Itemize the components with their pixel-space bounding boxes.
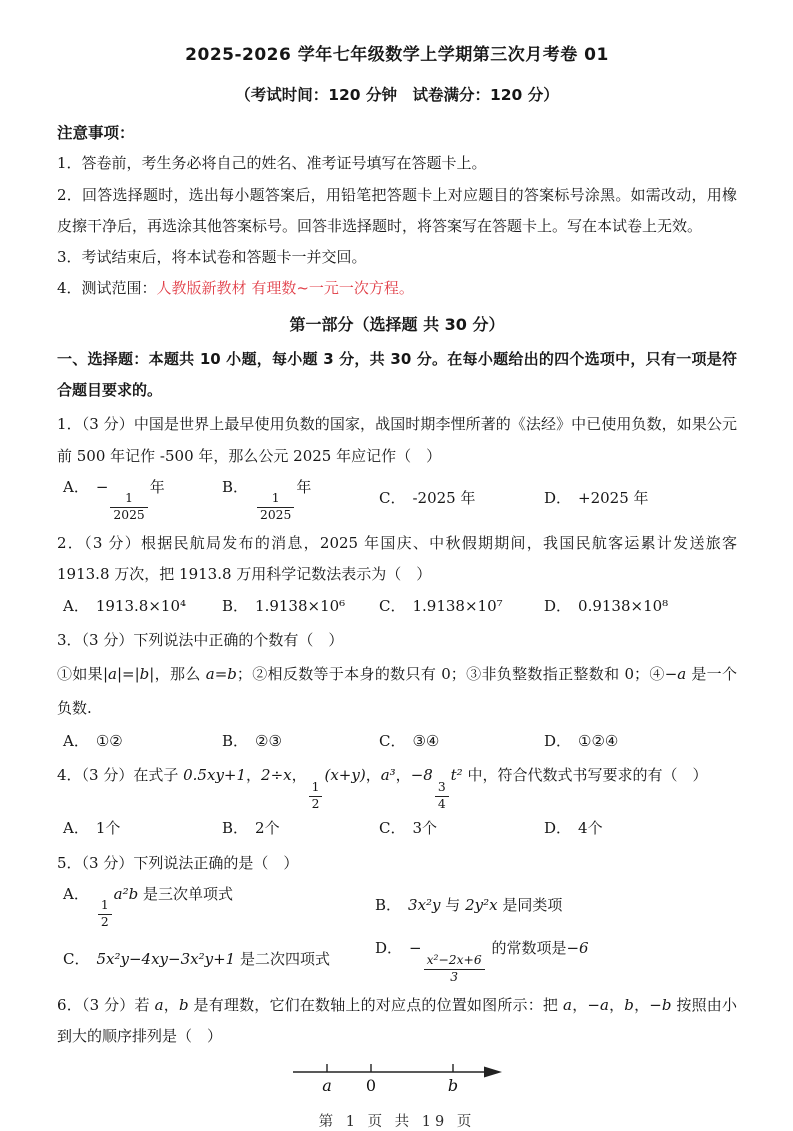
math-expression: −b: [649, 995, 672, 1014]
question-5-options-row-1: [57, 879, 737, 931]
math-expression: a=b: [205, 664, 237, 683]
math-expression: a²b: [113, 884, 139, 903]
question-2-options: [57, 591, 737, 622]
question-1: [57, 409, 737, 524]
section-one-intro: 一、选择题：本题共 10 小题，每小题 3 分，共 30 分。在每小题给出的四个选项中，只有一项是符合题目要求的。: [57, 349, 737, 399]
question-5-option-b: B． 3x²y 与 2y²x 是同类项: [375, 895, 563, 914]
notice-item-4: [57, 273, 737, 304]
notice-item-1: 1．答卷前，考生务必将自己的姓名、准考证号填写在答题卡上。: [57, 154, 487, 173]
question-4-option-d: D． 4个: [544, 818, 603, 837]
fraction: $\frac{1}{2}$: [309, 780, 323, 813]
question-3-option-b: B． ②③: [222, 731, 282, 750]
question-5-option-a: A． $\frac{1}{2}$ a²b 是三次单项式: [63, 884, 234, 930]
number-line-arrowhead: [484, 1066, 502, 1077]
math-expression: 0.5xy+1: [183, 766, 247, 785]
question-1-options: [57, 472, 737, 524]
fraction: $\frac{1}{2025}$: [257, 491, 294, 524]
math-expression: −6: [566, 939, 589, 958]
question-3-option-c: C． ③④: [379, 731, 440, 750]
question-1-option-d: D． +2025 年: [544, 488, 649, 507]
question-5-option-d: D． − $\frac{\text{x²−2x+6}}{3}$ 的常数项是−6: [375, 939, 589, 984]
notice-item-4-prefix: 4．测试范围：: [57, 279, 157, 298]
fraction: $\frac{3}{4}$: [435, 780, 449, 813]
question-6: [57, 990, 737, 1102]
math-expression: (x+y): [324, 766, 366, 785]
notice-heading: 注意事项：: [57, 124, 135, 142]
page-number-footer: 第 1 页 共 19 页: [318, 1113, 476, 1130]
question-3-option-a: A． ①②: [63, 731, 123, 750]
question-1-option-c: C． -2025 年: [379, 488, 476, 507]
math-expression: t²: [450, 766, 463, 785]
number-line-label-b: b: [447, 1075, 459, 1095]
math-expression: −: [95, 477, 109, 496]
number-line-graphic: [291, 1060, 503, 1098]
question-4-options: [57, 813, 737, 844]
math-expression: −a: [664, 664, 687, 683]
number-line-label-a: a: [322, 1075, 332, 1095]
notice-item-2: 2．回答选择题时，选出每小题答案后，用铅笔把答题卡上对应题目的答案标号涂黑。如需改动，用橡皮擦干净后，再选涂其他答案标号。回答非选择题时，将答案写在答题卡上。写在本试卷上无效。: [57, 185, 737, 235]
question-4: [57, 760, 737, 843]
math-expression: −a: [587, 995, 609, 1014]
section-one-heading: 第一部分（选择题 共 30 分）: [289, 315, 505, 335]
fraction: $\frac{1}{2025}$: [110, 491, 147, 524]
question-5-options-row-2: [57, 933, 737, 985]
question-4-option-b: B． 2个: [222, 818, 280, 837]
math-expression: 3x²y: [408, 895, 441, 914]
question-2-option-a: A． 1913.8×10⁴: [63, 596, 186, 615]
question-6-number-line-figure: [57, 1060, 737, 1102]
question-4-option-a: A． 1个: [63, 818, 121, 837]
question-3-statements: ①如果|a|=|b|，那么 a=b；②相反数等于本身的数只有 0；③非负整数指正整数和 0；④−a 是一个负数.: [57, 664, 737, 718]
question-5-stem: 5．（3 分）下列说法正确的是（ ）: [57, 853, 299, 872]
math-expression: −: [409, 939, 422, 958]
question-5-option-c: C． 5x²y−4xy−3x²y+1 是二次四项式: [63, 949, 330, 968]
math-expression: b: [624, 995, 634, 1014]
page-title: 2025-2026 学年七年级数学上学期第三次月考卷 01: [185, 45, 609, 65]
question-1-option-b: B． $\frac{1}{2025}$ 年: [222, 477, 312, 523]
question-3: [57, 625, 737, 756]
math-expression: 2÷x: [261, 766, 292, 785]
exam-time-score-info: （考试时间：120 分钟 试卷满分：120 分）: [235, 86, 559, 104]
question-3-stem: 3．（3 分）下列说法中正确的个数有（ ）: [57, 631, 344, 650]
question-4-option-c: C． 3个: [379, 818, 438, 837]
fraction: $\frac{\text{x²−2x+6}}{3}$: [424, 953, 485, 986]
question-1-stem: 1．（3 分）中国是世界上最早使用负数的国家，战国时期李悝所著的《法经》中已使用负数，如果公元前 500 年记作 -500 年，那么公元 2025 年应记作（ ）: [57, 415, 737, 465]
question-5: [57, 848, 737, 986]
question-3-options: [57, 726, 737, 757]
math-expression: |a|=|b|: [103, 664, 155, 683]
notice-item-3: 3．考试结束后，将本试卷和答题卡一并交回。: [57, 248, 367, 266]
math-expression: b: [178, 995, 189, 1014]
math-expression: a: [154, 995, 164, 1014]
question-2: [57, 528, 737, 621]
math-expression: a: [563, 995, 572, 1014]
notice-item-4-test-scope: 人教版新教材 有理数~一元一次方程。: [156, 279, 414, 298]
math-expression: a³: [380, 766, 396, 785]
question-2-option-d: D． 0.9138×10⁸: [544, 596, 669, 615]
question-4-stem: 4．（3 分）在式子 0.5xy+1，2÷x， $\frac{1}{2}$ (x+y)，a³，−8 $\frac{3}{4}$ t² 中，符合代数式书写要求的有（ ）: [57, 766, 708, 811]
math-expression: 2y²x: [465, 895, 498, 914]
question-2-option-b: B． 1.9138×10⁶: [222, 596, 346, 615]
question-3-option-d: D． ①②④: [544, 731, 619, 750]
question-2-stem: 2．（3 分）根据民航局发布的消息，2025 年国庆、中秋假期期间，我国民航客运累计发送旅客 1913.8 万次，把 1913.8 万用科学记数法表示为（ ）: [57, 534, 737, 584]
math-expression: 5x²y−4xy−3x²y+1: [96, 949, 236, 968]
number-line-label-zero: 0: [365, 1075, 377, 1095]
question-2-option-c: C． 1.9138×10⁷: [379, 596, 503, 615]
math-expression: −8: [410, 766, 433, 785]
question-1-option-a: A． − $\frac{1}{2025}$ 年: [63, 477, 165, 523]
question-6-stem: 6．（3 分）若 a，b 是有理数，它们在数轴上的对应点的位置如图所示：把 a，−a，b，−b 按照由小到大的顺序排列是（ ）: [57, 995, 737, 1045]
fraction: $\frac{1}{2}$: [98, 898, 112, 931]
